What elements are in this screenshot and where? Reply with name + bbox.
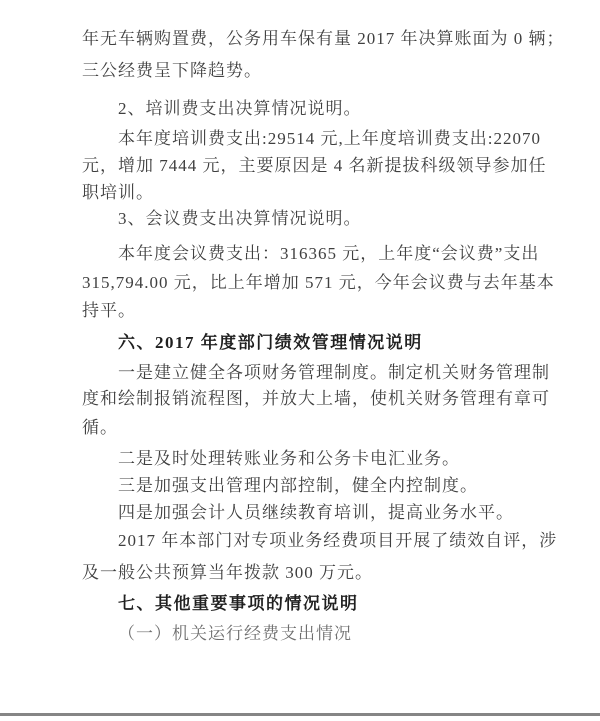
section-heading: 七、其他重要事项的情况说明 <box>118 594 359 613</box>
text-line: 本年度会议费支出：316365 元，上年度“会议费”支出 <box>118 244 540 263</box>
text-line: 3、会议费支出决算情况说明。 <box>118 209 362 228</box>
text-line: 四是加强会计人员继续教育培训，提高业务水平。 <box>118 503 514 522</box>
text-line: 度和绘制报销流程图，并放大上墙，使机关财务管理有章可 <box>82 389 550 408</box>
text-line: 及一般公共预算当年拨款 300 万元。 <box>82 563 373 582</box>
text-line: 315,794.00 元，比上年增加 571 元，今年会议费与去年基本 <box>82 273 555 292</box>
text-line: 持平。 <box>82 301 136 320</box>
text-line: 职培训。 <box>82 183 154 202</box>
text-line: 一是建立健全各项财务管理制度。制定机关财务管理制 <box>118 363 550 382</box>
text-line: 本年度培训费支出:29514 元,上年度培训费支出:22070 <box>118 129 541 148</box>
text-line: 元，增加 7444 元，主要原因是 4 名新提拔科级领导参加任 <box>82 156 547 175</box>
text-line: 二是及时处理转账业务和公务卡电汇业务。 <box>118 449 460 468</box>
bottom-divider <box>0 713 600 716</box>
text-line: 2、培训费支出决算情况说明。 <box>118 99 362 118</box>
text-line: （一）机关运行经费支出情况 <box>118 624 352 643</box>
text-line: 年无车辆购置费，公务用车保有量 2017 年决算账面为 0 辆； <box>82 29 565 48</box>
text-line: 三是加强支出管理内部控制，健全内控制度。 <box>118 476 478 495</box>
text-line: 循。 <box>82 418 118 437</box>
text-line: 2017 年本部门对专项业务经费项目开展了绩效自评，涉 <box>118 531 558 550</box>
section-heading: 六、2017 年度部门绩效管理情况说明 <box>118 333 423 352</box>
text-line: 三公经费呈下降趋势。 <box>82 61 262 80</box>
